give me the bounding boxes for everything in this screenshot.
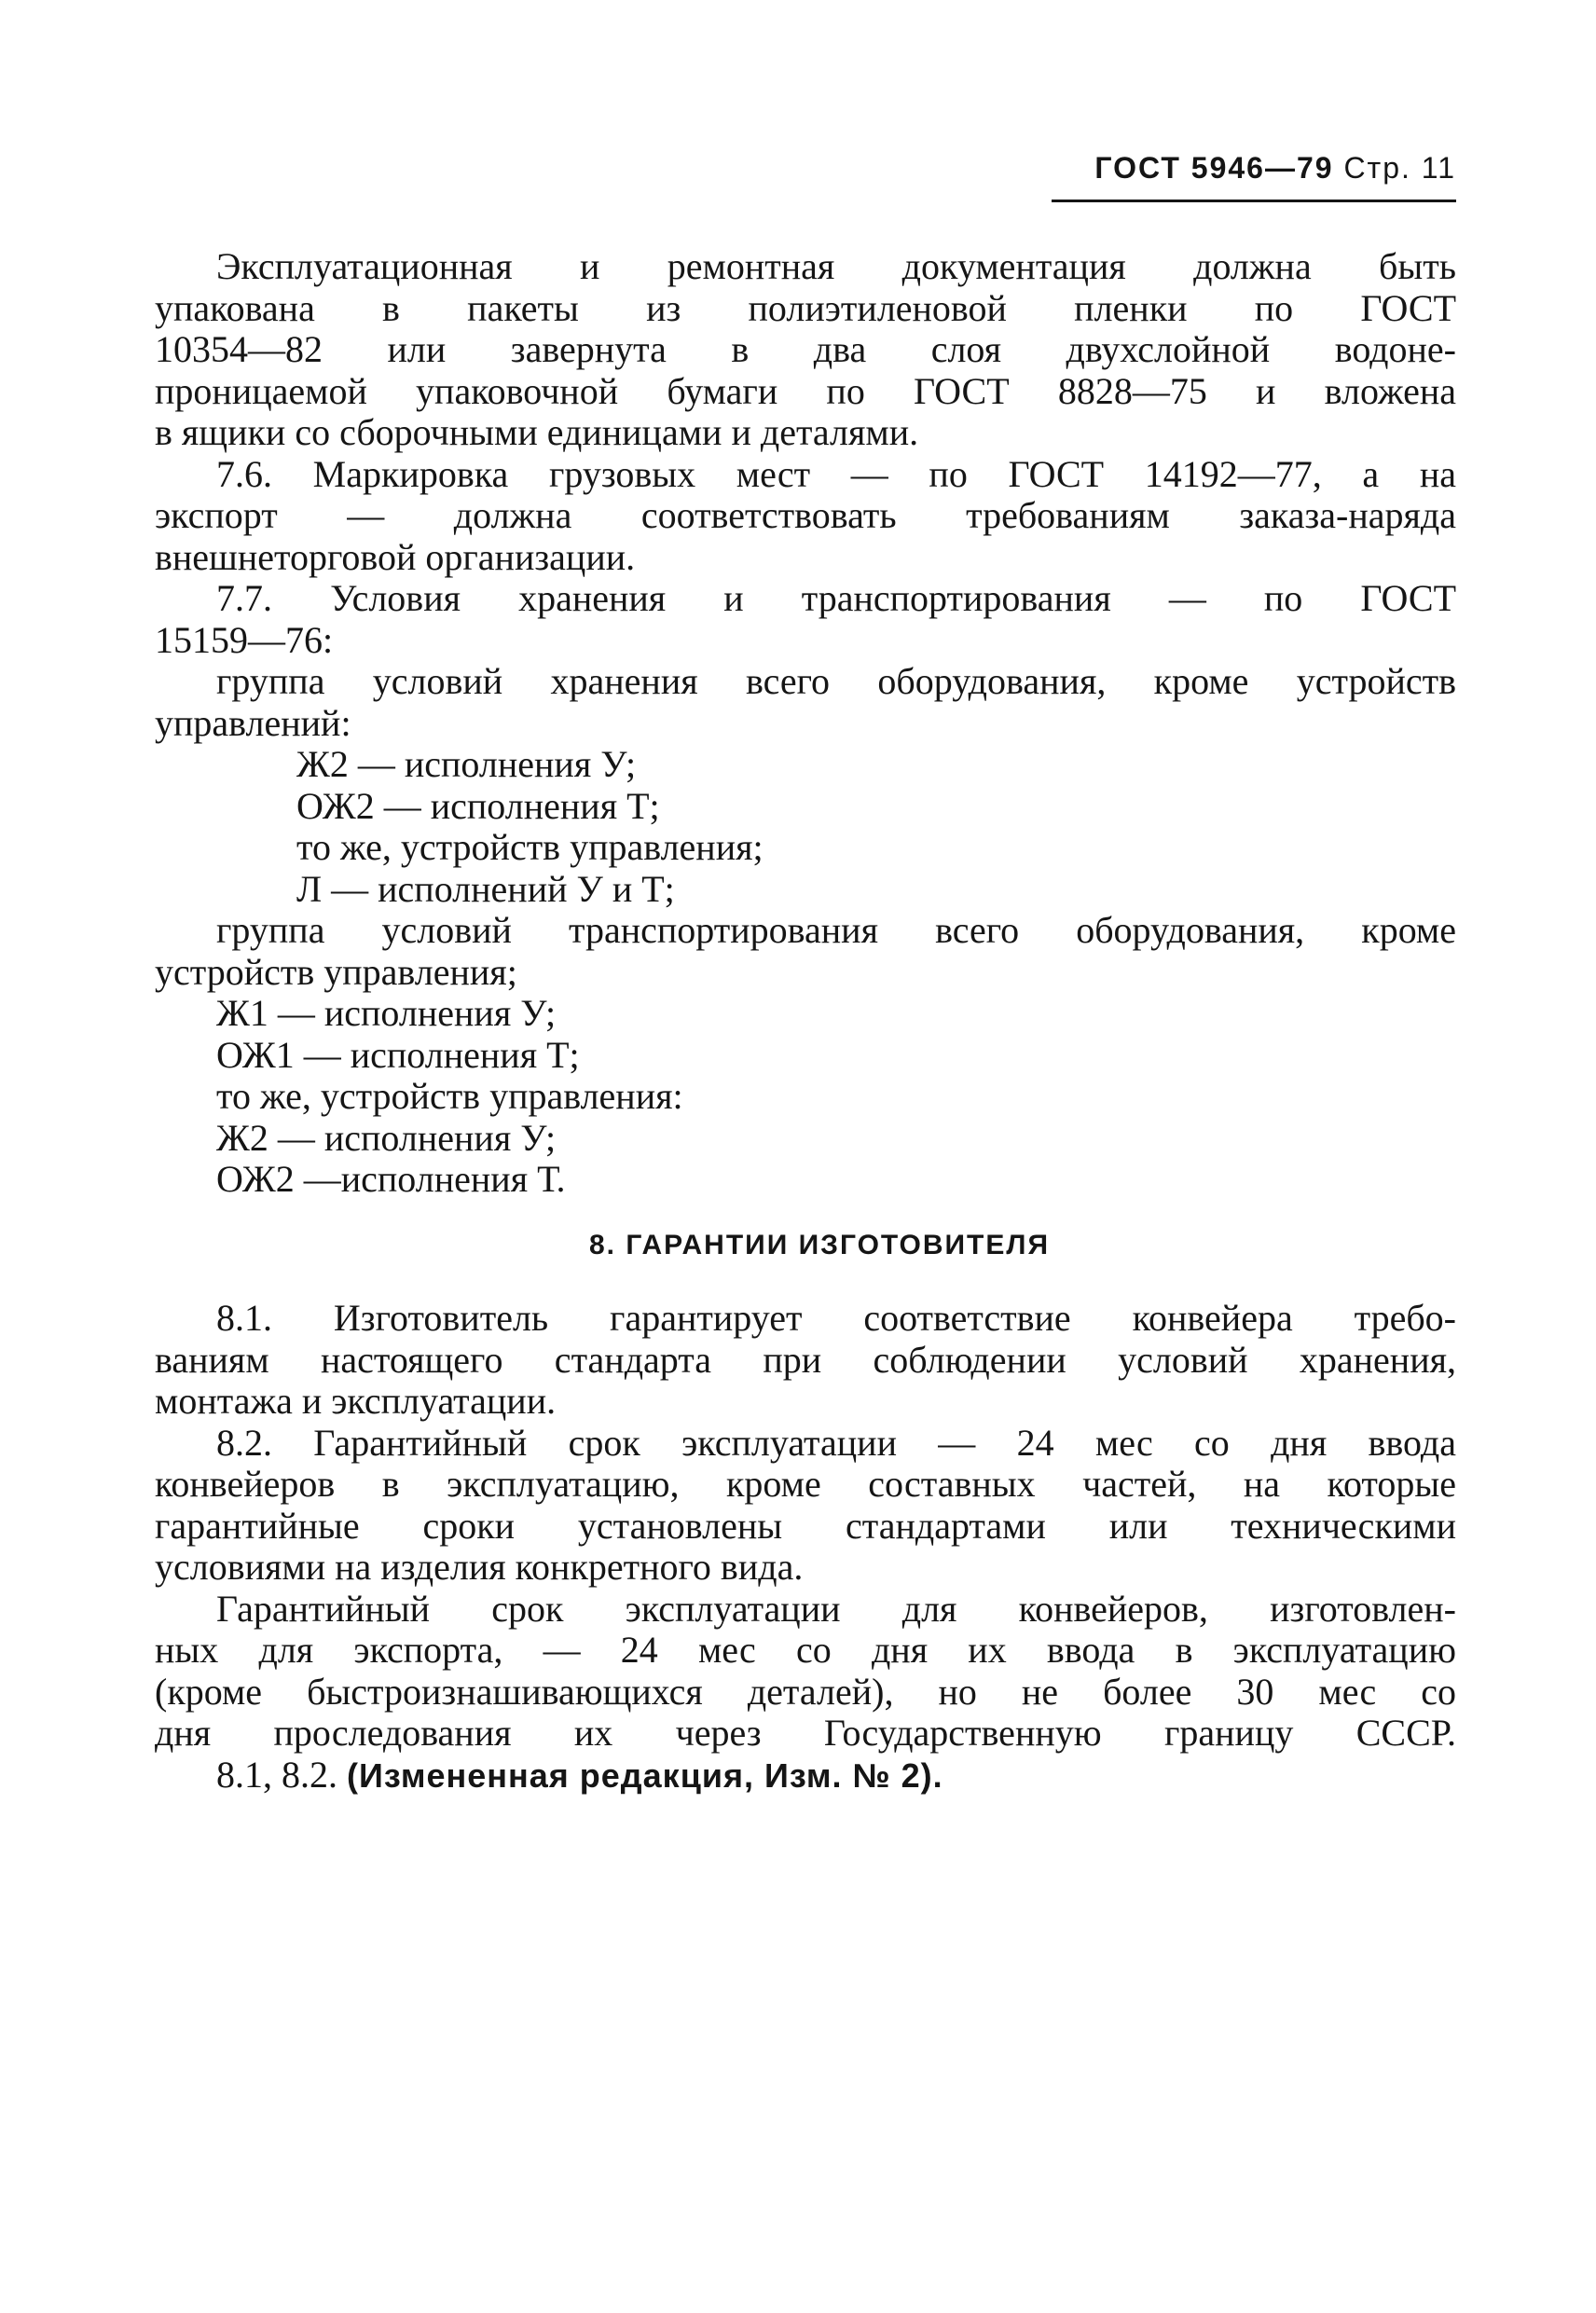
text-line: гарантийные сроки установлены стандартами или техническими	[155, 1504, 1456, 1547]
text-line: монтажа и эксплуатации.	[155, 1380, 557, 1422]
list-item: Ж2 — исполнения У;	[216, 1116, 557, 1159]
list-item: то же, устройств управления:	[216, 1075, 683, 1117]
text-line: (кроме быстроизнашивающихся деталей), но не более 30 мес со	[155, 1670, 1456, 1713]
paragraph-7-6	[155, 454, 1456, 579]
text-line: Гарантийный срок эксплуатации для конвейеров, изготовлен-	[216, 1587, 1456, 1630]
amendment-ref: 8.1, 8.2.	[216, 1753, 337, 1796]
text-line: ных для экспорта, — 24 мес со дня их ввода в эксплуатацию	[155, 1629, 1456, 1671]
paragraph-8-2	[155, 1423, 1456, 1589]
text-line: внешнеторговой организации.	[155, 535, 636, 578]
list-item: Ж1 — исполнения У;	[216, 992, 557, 1034]
text-line: в ящики со сборочными единицами и деталями.	[155, 411, 919, 453]
text-line: 7.7. Условия хранения и транспортирования — по ГОСТ	[216, 577, 1456, 619]
document-id: ГОСТ 5946—79	[1094, 151, 1334, 185]
paragraph-export-warranty	[155, 1589, 1456, 1755]
list-item: то же, устройств управления;	[296, 826, 764, 868]
section-heading: 8. ГАРАНТИИ ИЗГОТОВИТЕЛЯ	[588, 1229, 1050, 1260]
amendment-text: (Измененная редакция, Изм. № 2).	[347, 1755, 943, 1795]
text-line: 8.1. Изготовитель гарантирует соответствие конвейера требо-	[216, 1297, 1456, 1339]
text-line: 7.6. Маркировка грузовых мест — по ГОСТ 14192—77, а на	[216, 452, 1456, 495]
text-line: группа условий хранения всего оборудования, кроме устройств	[216, 660, 1456, 702]
text-line: конвейеров в эксплуатацию, кроме составных частей, на которые	[155, 1463, 1456, 1505]
paragraph-documentation-packing	[155, 246, 1456, 454]
text-line: экспорт — должна соответствовать требованиям заказа-наряда	[155, 494, 1456, 536]
text-line: 10354—82 или завернута в два слоя двухслойной водоне-	[155, 328, 1456, 370]
document-body	[155, 246, 1456, 1797]
list-item: Ж2 — исполнения У;	[296, 743, 637, 785]
text-line: упакована в пакеты из полиэтиленовой пленки по ГОСТ	[155, 286, 1456, 329]
text-line: 8.2. Гарантийный срок эксплуатации — 24 мес со дня ввода	[216, 1421, 1456, 1464]
list-item: ОЖ1 — исполнения Т;	[216, 1033, 580, 1076]
text-line: устройств управления;	[155, 950, 517, 993]
text-line: проницаемой упаковочной бумаги по ГОСТ 8828—75 и вложена	[155, 369, 1456, 412]
text-line: ваниям настоящего стандарта при соблюдении условий хранения,	[155, 1338, 1456, 1381]
storage-conditions	[155, 661, 1456, 910]
paragraph-8-1	[155, 1298, 1456, 1423]
text-line: условиями на изделия конкретного вида.	[155, 1546, 804, 1588]
page-number: Стр. 11	[1343, 151, 1456, 185]
amendment-note	[155, 1755, 1456, 1797]
paragraph-7-7	[155, 578, 1456, 661]
text-line: управлений:	[155, 701, 351, 744]
list-item: ОЖ2 —исполнения Т.	[216, 1158, 566, 1200]
header-rule	[1052, 200, 1456, 202]
text-line: группа условий транспортирования всего оборудования, кроме	[216, 909, 1456, 951]
text-line: 15159—76:	[155, 618, 334, 661]
list-item: Л — исполнений У и Т;	[296, 867, 675, 910]
transport-conditions	[155, 910, 1456, 1201]
page-header	[1094, 151, 1456, 186]
text-line: Эксплуатационная и ремонтная документация должна быть	[216, 245, 1456, 287]
text-line: дня проследования их через Государственную границу СССР.	[155, 1712, 1456, 1754]
list-item: ОЖ2 — исполнения Т;	[296, 784, 660, 827]
